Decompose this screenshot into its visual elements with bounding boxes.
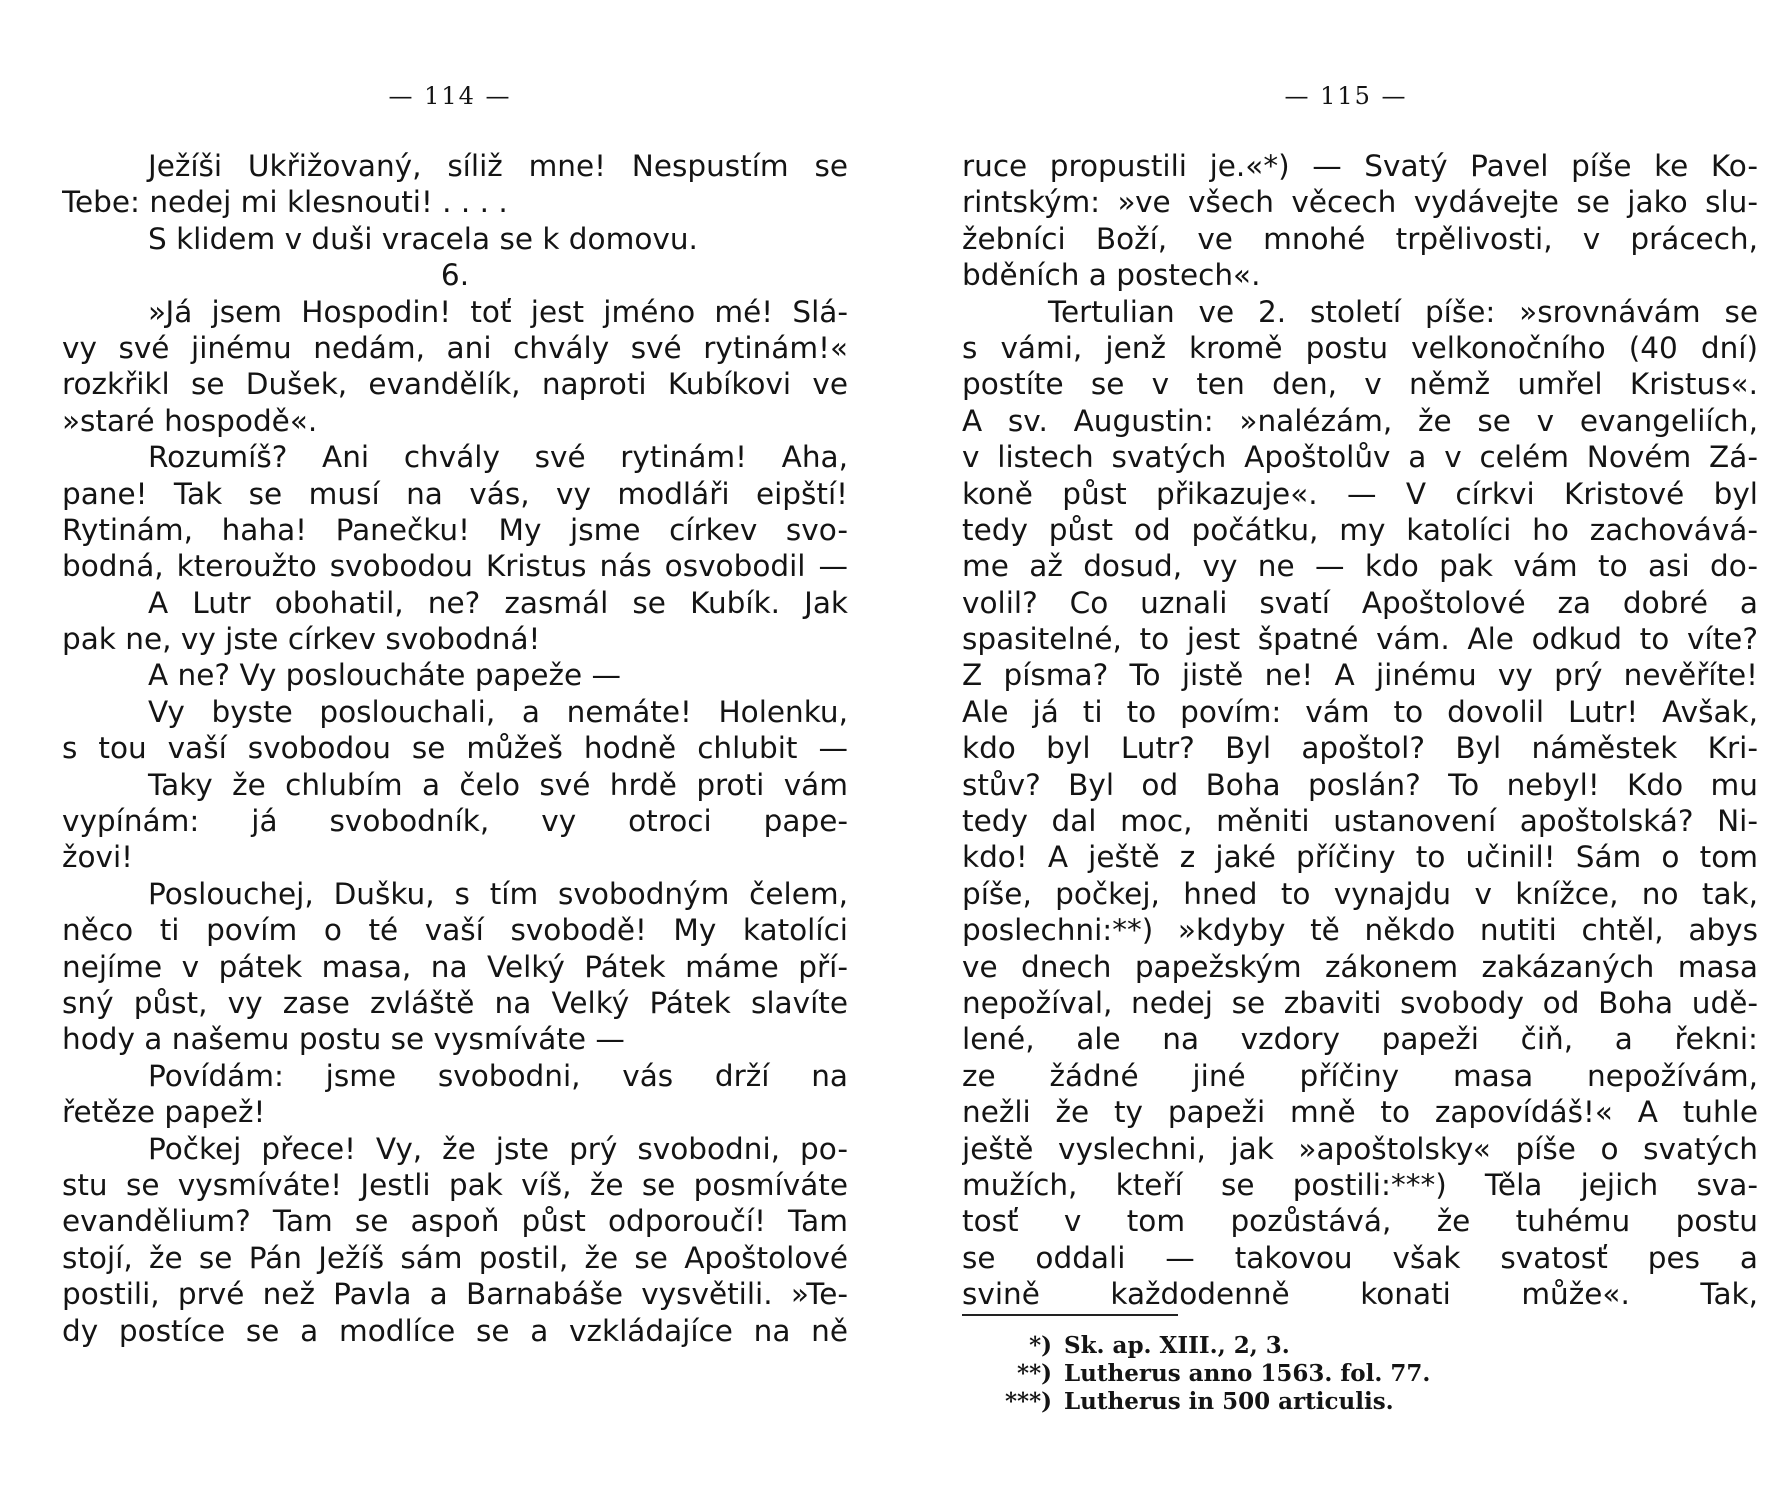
- page-number-left: — 114 —: [388, 82, 512, 110]
- text-line: A ne? Vy posloucháte papeže —: [148, 658, 622, 693]
- text-line: kdo byl Lutr? Byl apoštol? Byl náměstek Kri-: [962, 731, 1758, 766]
- text-line: bděních a postech«.: [962, 258, 1261, 293]
- text-line: Rytinám, haha! Panečku! My jsme církev svo-: [62, 512, 848, 547]
- text-line: evandělium? Tam se aspoň půst odporoučí! Tam: [62, 1204, 848, 1239]
- text-line: Povídám: jsme svobodni, vás drží na: [148, 1058, 848, 1093]
- text-line: kdo! A ještě z jaké příčiny to učinil! Sám o tom: [962, 840, 1758, 875]
- text-line: pane! Tak se musí na vás, vy modláři eipští!: [62, 476, 848, 511]
- footnote: [990, 1332, 1430, 1360]
- right-page: [900, 0, 1792, 1500]
- text-line: ve dnech papežským zákonem zakázaných masa: [962, 949, 1758, 984]
- text-line: Vy byste poslouchali, a nemáte! Holenku,: [148, 694, 848, 729]
- text-line: v listech svatých Apoštolův a v celém Novém Zá-: [962, 440, 1758, 475]
- footnote-mark: ***): [1005, 1388, 1052, 1415]
- text-line: Ale já ti to povím: vám to dovolil Lutr! Avšak,: [962, 694, 1758, 729]
- footnote-mark: **): [1017, 1360, 1052, 1387]
- text-line: koně půst přikazuje«. — V církvi Kristové byl: [962, 476, 1758, 511]
- footnote: [990, 1360, 1430, 1388]
- text-line: bodná, kteroužto svobodou Kristus nás osvobodil —: [62, 549, 848, 584]
- text-line: Ježíši Ukřižovaný, síliž mne! Nespustím se: [148, 149, 848, 183]
- text-line: stův? Byl od Boha poslán? To nebyl! Kdo mu: [962, 767, 1758, 802]
- text-line: poslechni:**) »kdyby tě někdo nutiti chtěl, abys: [962, 913, 1758, 948]
- text-line: Z písma? To jistě ne! A jinému vy prý nevěříte!: [962, 658, 1758, 693]
- text-line: nepožíval, nedej se zbaviti svobody od Boha udě-: [962, 985, 1758, 1020]
- text-line: »Já jsem Hospodin! toť jest jméno mé! Slá-: [148, 294, 848, 329]
- text-line: vy své jinému nedám, ani chvály své rytinám!«: [62, 330, 848, 365]
- text-line: tedy dal moc, měniti ustanovení apoštolská? Ni-: [962, 804, 1758, 839]
- footnote-text: Lutherus anno 1563. fol. 77.: [1064, 1360, 1431, 1387]
- text-line: 6.: [440, 258, 470, 293]
- text-line: postili, prvé než Pavla a Barnabáše vysvětili. »Te-: [62, 1277, 848, 1312]
- text-line: píše, počkej, hned to vynajdu v knížce, no tak,: [962, 876, 1758, 911]
- text-line: S klidem v duši vracela se k domovu.: [148, 221, 698, 256]
- text-line: žebníci Boží, ve mnohé trpělivosti, v prácech,: [962, 221, 1758, 256]
- footnote-rule: [962, 1314, 1178, 1316]
- text-line: tosť v tom pozůstává, že tuhému postu: [962, 1204, 1758, 1239]
- text-line: me až dosud, vy ne — kdo pak vám to asi do-: [962, 549, 1758, 584]
- text-line: Počkej přece! Vy, že jste prý svobodni, po-: [148, 1131, 848, 1166]
- text-line: svině každodenně konati může«. Tak,: [962, 1277, 1758, 1312]
- text-line: žovi!: [62, 840, 134, 875]
- text-line: ze žádné jiné příčiny masa nepožívám,: [962, 1058, 1758, 1093]
- text-line: volil? Co uznali svatí Apoštolové za dobré a: [962, 585, 1758, 620]
- left-page-text: [62, 148, 848, 1349]
- text-line: se oddali — takovou však svatosť pes a: [962, 1240, 1758, 1275]
- text-line: hody a našemu postu se vysmíváte —: [62, 1022, 625, 1057]
- footnote-text: Sk. ap. XIII., 2, 3.: [1064, 1332, 1290, 1359]
- text-line: něco ti povím o té vaší svobodě! My katolíci: [62, 913, 848, 948]
- text-line: Taky že chlubím a čelo své hrdě proti vám: [148, 767, 848, 802]
- footnote: [990, 1388, 1430, 1416]
- footnotes: [990, 1332, 1430, 1416]
- text-line: nejíme v pátek masa, na Velký Pátek máme pří-: [62, 949, 848, 984]
- text-line: nežli že ty papeži mně to zapovídáš!« A tuhle: [962, 1095, 1758, 1130]
- footnote-mark: *): [1029, 1332, 1052, 1359]
- text-line: rintským: »ve všech věcech vydávejte se jako slu-: [962, 185, 1758, 220]
- footnote-text: Lutherus in 500 articulis.: [1064, 1388, 1394, 1415]
- text-line: Tebe: nedej mi klesnouti! . . . .: [62, 185, 508, 220]
- text-line: tedy půst od počátku, my katolíci ho zachovává-: [962, 512, 1758, 547]
- text-line: Poslouchej, Dušku, s tím svobodným čelem,: [148, 876, 848, 911]
- page-number-right: — 115 —: [1284, 82, 1408, 110]
- text-line: dy postíce se a modlíce se a vzkládajíce na ně: [62, 1313, 848, 1348]
- text-line: spasitelné, to jest špatné vám. Ale odkud to víte?: [962, 622, 1758, 657]
- text-line: s tou vaší svobodou se můžeš hodně chlubit —: [62, 731, 848, 766]
- text-line: mužích, kteří se postili:***) Těla jejich sva-: [962, 1167, 1758, 1202]
- text-line: vypínám: já svobodník, vy otroci pape-: [62, 804, 848, 839]
- text-line: A Lutr obohatil, ne? zasmál se Kubík. Jak: [148, 585, 848, 620]
- text-line: postíte se v ten den, v němž umřel Kristus«.: [962, 367, 1758, 402]
- text-line: Tertulian ve 2. století píše: »srovnávám se: [1048, 294, 1758, 329]
- text-line: ještě vyslechni, jak »apoštolsky« píše o svatých: [962, 1131, 1758, 1166]
- text-line: Rozumíš? Ani chvály své rytinám! Aha,: [148, 440, 848, 475]
- text-line: rozkřikl se Dušek, evandělík, naproti Kubíkovi ve: [62, 367, 848, 402]
- text-line: stu se vysmíváte! Jestli pak víš, že se posmíváte: [62, 1167, 848, 1202]
- text-line: s vámi, jenž kromě postu velkonočního (40 dní): [962, 330, 1758, 365]
- text-line: sný půst, vy zase zvláště na Velký Pátek slavíte: [62, 985, 848, 1020]
- text-line: »staré hospodě«.: [62, 403, 318, 438]
- text-line: lené, ale na vzdory papeži čiň, a řekni:: [962, 1022, 1758, 1057]
- text-line: řetěze papež!: [62, 1095, 266, 1130]
- text-line: pak ne, vy jste církev svobodná!: [62, 622, 541, 657]
- text-line: stojí, že se Pán Ježíš sám postil, že se Apoštolové: [62, 1240, 848, 1275]
- text-line: A sv. Augustin: »nalézám, že se v evangeliích,: [962, 403, 1758, 438]
- right-page-text: [962, 148, 1758, 1313]
- text-line: ruce propustili je.«*) — Svatý Pavel píše ke Ko-: [962, 149, 1758, 183]
